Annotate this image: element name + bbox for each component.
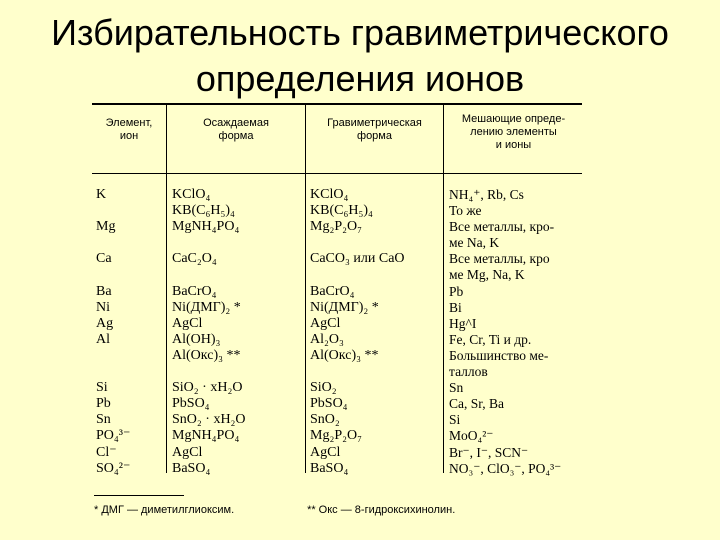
table-cell: Al₂O₃ (310, 331, 344, 347)
table-cell: Al(OH)₃ (172, 331, 221, 347)
table-cell: Cl⁻ (96, 444, 117, 460)
table-cell: Fe, Cr, Ti и др. (449, 331, 532, 347)
table-cell: ме Na, K (449, 235, 500, 251)
table-cell: Mg₂P₂O₇ (310, 428, 362, 444)
table-cell (310, 267, 450, 283)
table-cell: Ni(ДМГ)₂ * (172, 299, 241, 315)
header-precipitated-line1: Осаждаемая (203, 117, 269, 129)
table-cell: AgCl (310, 315, 341, 331)
table-cell: BaCrO₄ (172, 283, 217, 299)
table-cell: KB(C₆H₅)₄ (310, 203, 373, 219)
table-cell: SnO₂ · xH₂O (172, 412, 246, 428)
table-cell: MgNH₄PO₄ (172, 428, 240, 444)
table-cell: Ni(ДМГ)₂ * (310, 299, 379, 315)
header-precipitated-line2: форма (218, 130, 254, 142)
table-cell: Mg₂P₂O₇ (310, 219, 362, 235)
table-cell: BaSO₄ (310, 460, 349, 476)
column-gravimetric (310, 187, 450, 477)
table-cell: Al (96, 331, 110, 347)
table-cell (96, 364, 166, 380)
table-cell: KB(C₆H₅)₄ (172, 203, 235, 219)
header-gravimetric-line2: форма (357, 130, 392, 142)
table-cell: SnO₂ (310, 412, 340, 428)
table-cell: Ca (96, 251, 112, 267)
column-element (96, 187, 166, 477)
table-cell: ме Mg, Na, K (449, 267, 525, 283)
column-divider-2 (305, 105, 306, 473)
table-cell: Bi (449, 299, 462, 315)
table-cell: Mg (96, 219, 116, 235)
header-interfering (445, 113, 582, 152)
table-cell: Ba (96, 283, 112, 299)
header-precipitated (168, 117, 304, 143)
footnote-dmg: * ДМГ — диметилглиоксим. (94, 504, 235, 516)
table-cell (172, 235, 302, 251)
table-cell: таллов (449, 364, 488, 380)
table-cell (96, 235, 166, 251)
table-cell: SiO₂ (310, 380, 337, 396)
table-cell: Ag (96, 315, 114, 331)
table-cell: Br⁻, I⁻, SCN⁻ (449, 444, 529, 460)
table-cell: PbSO₄ (310, 396, 348, 412)
table-cell: Si (96, 380, 108, 396)
table-cell: Pb (449, 283, 464, 299)
table-cell: CaCO₃ или CaO (310, 251, 405, 267)
footnote-oks: ** Окс — 8-гидроксихинолин. (307, 504, 456, 516)
header-interfering-line3: и ионы (495, 139, 532, 151)
table-cell (172, 364, 302, 380)
table-cell: MoO₄²⁻ (449, 428, 494, 444)
table-cell: NO₃⁻, ClO₃⁻, PO₄³⁻ (449, 460, 562, 476)
table-cell: Hg^I (449, 315, 477, 331)
table-cell (96, 267, 166, 283)
table-cell: SO₄²⁻ (96, 460, 131, 476)
table-cell: AgCl (172, 315, 203, 331)
table-cell: Большинство ме- (449, 347, 549, 363)
table-cell: NH₄⁺, Rb, Cs (449, 187, 524, 202)
title-line-2: определения ионов (195, 58, 525, 99)
table-cell: То же (449, 203, 482, 219)
table-cell (96, 348, 166, 364)
header-interfering-line2: лению элементы (470, 126, 557, 138)
slide-title (0, 10, 720, 102)
table-cell: Si (449, 412, 461, 428)
title-line-1: Избирательность гравиметрического (51, 12, 669, 53)
table-cell: BaCrO₄ (310, 283, 355, 299)
table-cell: AgCl (310, 444, 341, 460)
table-cell: PO₄³⁻ (96, 428, 131, 444)
header-element-line1: Элемент, (105, 117, 153, 129)
table-cell: Ni (96, 299, 110, 315)
footnotes (94, 504, 455, 516)
table-cell: Al(Окс)₃ ** (172, 347, 241, 363)
table-cell: AgCl (172, 444, 203, 460)
table-cell: MgNH₄PO₄ (172, 219, 240, 235)
table-cell: Al(Окс)₃ ** (310, 347, 379, 363)
table-cell: KClO₄ (310, 187, 349, 202)
table-cell: Sn (449, 380, 464, 396)
table-cell: Ca, Sr, Ba (449, 396, 504, 412)
table-cell (172, 267, 302, 283)
header-element-line2: ион (119, 130, 139, 142)
column-divider-1 (166, 105, 167, 473)
column-precipitated (172, 187, 302, 477)
table-cell: SiO₂ · xH₂O (172, 380, 243, 396)
table-cell: Sn (96, 412, 111, 428)
selectivity-table (92, 103, 582, 535)
table-cell: Pb (96, 396, 111, 412)
header-element (94, 117, 164, 143)
table-cell (96, 203, 166, 219)
table-cell: K (96, 187, 107, 202)
table-cell: KClO₄ (172, 187, 211, 202)
table-cell (310, 364, 450, 380)
table-cell (310, 235, 450, 251)
header-gravimetric-line1: Гравиметрическая (327, 117, 422, 129)
header-interfering-line1: Мешающие опреде- (461, 113, 566, 125)
footnote-rule (94, 495, 184, 496)
table-cell: Все металлы, кро- (449, 219, 555, 235)
table-cell: BaSO₄ (172, 460, 211, 476)
table-cell: PbSO₄ (172, 396, 210, 412)
table-cell: CaC₂O₄ (172, 251, 217, 267)
table-cell: Все металлы, кро (449, 251, 550, 267)
header-gravimetric (307, 117, 442, 143)
column-interfering (449, 187, 589, 477)
